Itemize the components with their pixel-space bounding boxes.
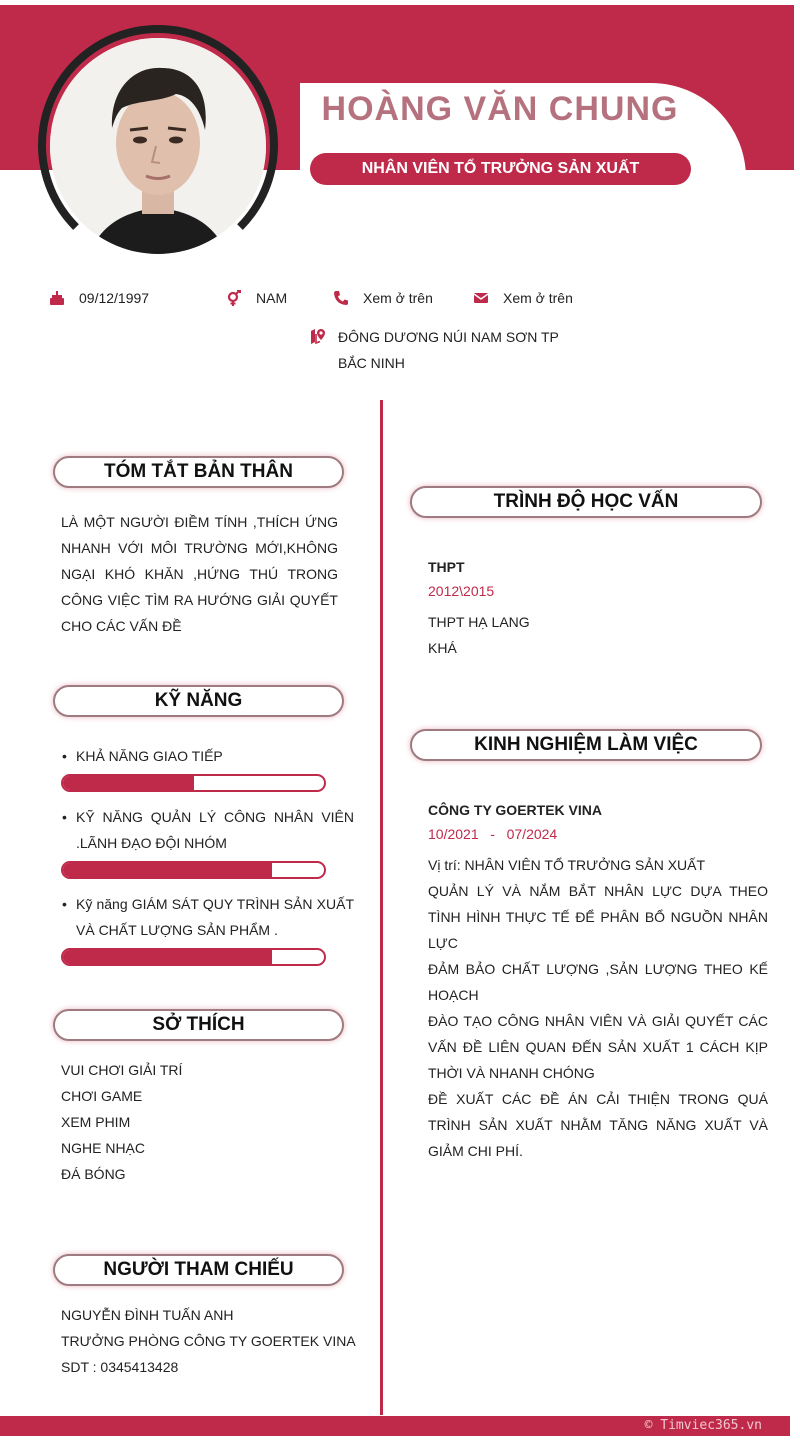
skill-label-3: • Kỹ năng GIÁM SÁT QUY TRÌNH SẢN XUẤT VÀ CHẤT LƯỢNG SẢN PHẨM . [62, 891, 354, 943]
skills-heading: KỸ NĂNG [53, 685, 344, 717]
skill-bar-2 [61, 861, 326, 879]
skill-bar-fill-2 [63, 863, 272, 877]
skill-bar-fill-3 [63, 950, 272, 964]
experience-duty: QUẢN LÝ VÀ NẮM BẮT NHÂN LỰC DỰA THEO TÌNH HÌNH THỰC TẾ ĐỂ PHÂN BỔ NGUỒN NHÂN LỰC [428, 883, 768, 951]
job-title-badge: NHÂN VIÊN TỔ TRƯỞNG SẢN XUẤT [310, 153, 691, 185]
experience-duty: ĐỀ XUẤT CÁC ĐỀ ÁN CẢI THIỆN TRONG QUÁ TRÌNH SẢN XUẤT NHẰM TĂNG NĂNG XUẤT VÀ GIẢM CHI PHÍ. [428, 1091, 768, 1159]
hobby-item: NGHE NHẠC [61, 1140, 146, 1156]
candidate-name: HOÀNG VĂN CHUNG [321, 90, 679, 128]
education-block [428, 555, 768, 661]
summary-heading: TÓM TẮT BẢN THÂN [53, 456, 344, 488]
education-period: 2012\2015 [428, 583, 495, 599]
skill-label-2: • KỸ NĂNG QUẢN LÝ CÔNG NHÂN VIÊN .LÃNH ĐẠO ĐỘI NHÓM [62, 804, 354, 856]
map-marker-icon [310, 328, 326, 344]
birthday-text: 09/12/1997 [79, 290, 150, 306]
education-heading: TRÌNH ĐỘ HỌC VẤN [410, 486, 762, 518]
avatar [50, 38, 266, 254]
hobby-item: XEM PHIM [61, 1114, 131, 1130]
skill-bar-fill-1 [63, 776, 194, 790]
gender-text: NAM [256, 290, 288, 306]
education-school: THPT HẠ LANG [428, 614, 530, 630]
reference-position: TRƯỞNG PHÒNG CÔNG TY GOERTEK VINA [61, 1333, 356, 1349]
contact-email [473, 290, 573, 306]
experience-position: Vị trí: NHÂN VIÊN TỔ TRƯỞNG SẢN XUẤT [428, 857, 706, 873]
hobby-item: ĐÁ BÓNG [61, 1166, 126, 1182]
experience-company: CÔNG TY GOERTEK VINA [428, 802, 602, 818]
email-text: Xem ở trên [503, 290, 573, 306]
experience-heading: KINH NGHIỆM LÀM VIỆC [410, 729, 762, 761]
contact-birthday [49, 290, 149, 306]
hobbies-list [61, 1057, 341, 1187]
contact-phone [333, 290, 433, 306]
experience-period: 10/2021 - 07/2024 [428, 826, 558, 842]
skill-bar-1 [61, 774, 326, 792]
references-block [61, 1302, 361, 1380]
contact-address [310, 324, 570, 376]
footer-bar [0, 1416, 790, 1436]
references-heading: NGƯỜI THAM CHIẾU [53, 1254, 344, 1286]
experience-duty: ĐẢM BẢO CHẤT LƯỢNG ,SẢN LƯỢNG THEO KẾ HOẠCH [428, 961, 768, 1003]
summary-text: LÀ MỘT NGƯỜI ĐIỀM TÍNH ,THÍCH ỨNG NHANH VỚI MÔI TRƯỜNG MỚI,KHÔNG NGẠI KHÓ KHĂN ,HỨNG THÚ TRONG CÔNG VIỆC TÌM RA HƯỚNG GIẢI QUYẾT CHO CÁC VẤN ĐỀ [61, 514, 338, 634]
cake-icon [49, 290, 65, 306]
column-divider [380, 400, 383, 1415]
reference-phone: SDT : 0345413428 [61, 1359, 179, 1375]
experience-block [428, 798, 768, 1164]
phone-icon [333, 290, 349, 306]
gender-icon [226, 290, 242, 306]
address-line-2: BẮC NINH [338, 355, 405, 371]
experience-duty: ĐÀO TẠO CÔNG NHÂN VIÊN VÀ GIẢI QUYẾT CÁC VẤN ĐỀ LIÊN QUAN ĐẾN SẢN XUẤT 1 CÁCH KỊP THỜI VÀ NHANH CHÓNG [428, 1013, 768, 1081]
skill-bar-3 [61, 948, 326, 966]
address-line-1: ĐÔNG DƯƠNG NÚI NAM SƠN TP [338, 329, 559, 345]
education-grade: KHÁ [428, 640, 457, 656]
hobbies-heading: SỞ THÍCH [53, 1009, 344, 1041]
avatar-portrait [50, 38, 266, 254]
footer-watermark: © Timviec365.vn [644, 1418, 762, 1433]
skill-label-1: • KHẢ NĂNG GIAO TIẾP [62, 743, 354, 769]
education-level: THPT [428, 559, 465, 575]
reference-name: NGUYỄN ĐÌNH TUẤN ANH [61, 1307, 234, 1323]
hobby-item: CHƠI GAME [61, 1088, 143, 1104]
contact-gender [226, 290, 287, 306]
envelope-icon [473, 290, 489, 306]
phone-text: Xem ở trên [363, 290, 433, 306]
hobby-item: VUI CHƠI GIẢI TRÍ [61, 1062, 183, 1078]
